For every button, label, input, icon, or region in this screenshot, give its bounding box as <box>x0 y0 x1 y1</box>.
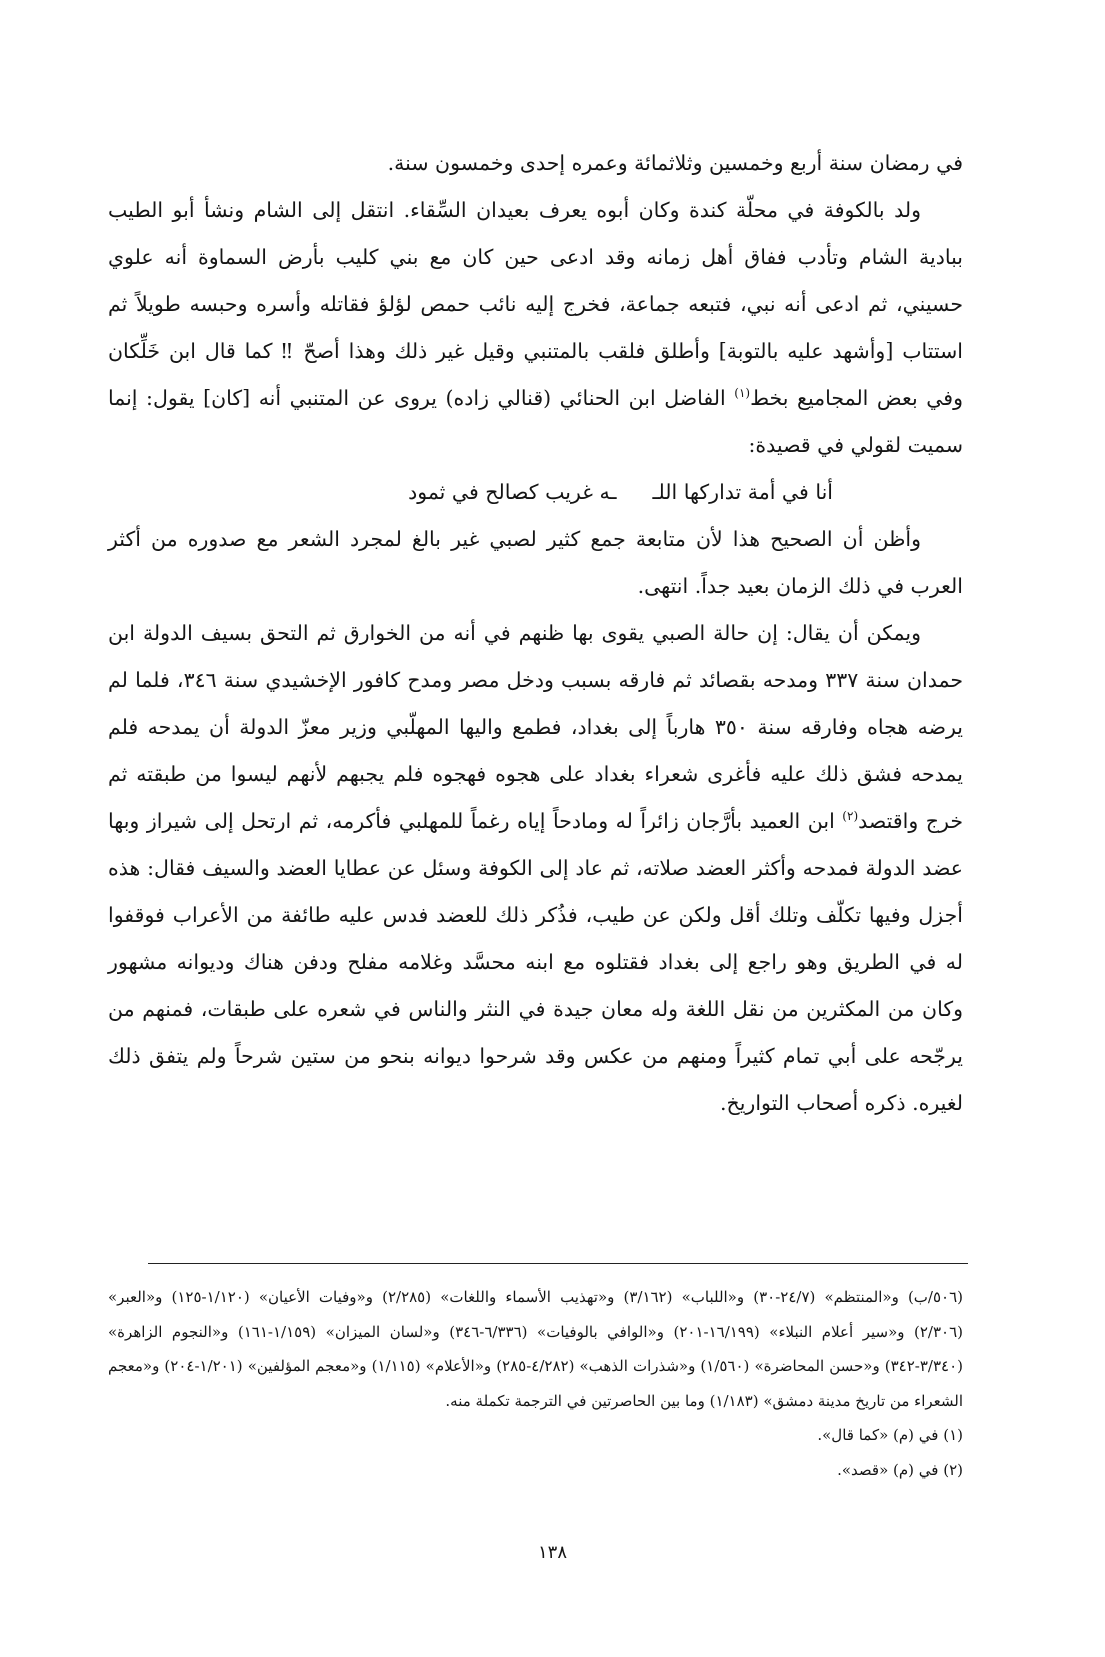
paragraph-4-text-end: ابن العميد بأرَّجان زائراً له ومادحاً إياه رغماً للمهلبي فأكرمه، ثم ارتحل إلى شيراز وبها عضد الدولة فمدحه وأكثر العضد صلاته، ثم عاد إلى الكوفة وسئل عن عطايا العضد والسيف فقال: هذه أجزل وفيها تكلّف وتلك أقل ولكن عن طيب، فذُكر ذلك للعضد فدس عليه طائفة من الأعراب فوقفوا له في الطريق وهو راجع إلى بغداد فقتلوه مع ابنه محسَّد وغلامه مفلح ودفن هناك وديوانه مشهور وكان من المكثرين من نقل اللغة وله معان جيدة في النثر والناس في شعره على طبقات، فمنهم من يرجّحه على أبي تمام كثيراً ومنهم من عكس وقد شرحوا ديوانه بنحو من ستين شرحاً ولم يتفق ذلك لغيره. ذكره أصحاب التواريخ. <box>108 809 963 1115</box>
verse-second-hemistich: ـه غريب كصالح في ثمود <box>408 480 617 504</box>
paragraph-4 <box>108 610 963 1127</box>
footnote-sources: (٥٠٦/ب) و«المنتظم» (٢٤/٧-٣٠) و«اللباب» (٣/١٦٢) و«تهذيب الأسماء واللغات» (٢/٢٨٥) و«وفيات الأعيان» (١/١٢٠-١٢٥) و«العبر» (٢/٣٠٦) و«سير أعلام النبلاء» (١٦/١٩٩-٢٠١) و«الوافي بالوفيات» (٦/٣٣٦-٣٤٦) و«لسان الميزان» (١/١٥٩-١٦١) و«النجوم الزاهرة» (٣/٣٤٠-٣٤٢) و«حسن المحاضرة» (١/٥٦٠) و«شذرات الذهب» (٤/٢٨٢-٢٨٥) و«الأعلام» (١/١١٥) و«معجم المؤلفين» (١/٢٠١-٢٠٤) و«معجم الشعراء من تاريخ مدينة دمشق» (١/١٨٣) وما بين الحاصرتين في الترجمة تكملة منه. <box>108 1288 964 1410</box>
paragraph-2-text-end: الفاضل ابن الحنائي (قنالي زاده) يروى عن المتنبي أنه [كان] يقول: إنما سميت لقولي في قصيدة: <box>108 386 963 457</box>
page-number: ١٣٨ <box>537 1542 567 1563</box>
footnote-ref-1[interactable]: (١) <box>734 386 751 401</box>
main-text <box>108 140 963 1127</box>
poetry-verse <box>108 469 963 516</box>
paragraph-2-text: ولد بالكوفة في محلّة كندة وكان أبوه يعرف بعيدان السِّقاء. انتقل إلى الشام ونشأ أبو الطيب ببادية الشام وتأدب ففاق أهل زمانه وقد ادعى حين كان مع بني كليب بأرض السماوة أنه علوي حسيني، ثم ادعى أنه نبي، فتبعه جماعة، فخرج إليه نائب حمص لؤلؤ فقاتله وأسره وحبسه طويلاً ثم استتاب [وأشهد عليه بالتوبة] وأطلق فلقب بالمتنبي وقيل غير ذلك وهذا أصحّ ‼ كما قال ابن خَلِّكان وفي بعض المجاميع بخط <box>108 198 963 410</box>
footnote-ref-2[interactable]: (٢) <box>842 809 859 824</box>
footnote-1: (١) في (م) «كما قال». <box>817 1426 963 1444</box>
paragraph-4-text: ويمكن أن يقال: إن حالة الصبي يقوى بها ظنهم في أنه من الخوارق ثم التحق بسيف الدولة ابن حمدان سنة ٣٣٧ ومدحه بقصائد ثم فارقه بسبب ودخل مصر ومدح كافور الإخشيدي سنة ٣٤٦، فلما لم يرضه هجاه وفارقه سنة ٣٥٠ هارباً إلى بغداد، فطمع واليها المهلّبي وزير معزّ الدولة أن يمدحه فلم يمدحه فشق ذلك عليه فأغرى شعراء بغداد على هجوه فهجوه فلم يجبهم لأنهم ليسوا من طبقته ثم خرج واقتصد <box>108 621 963 833</box>
footnote-separator <box>148 1263 968 1264</box>
paragraph-3: وأظن أن الصحيح هذا لأن متابعة جمع كثير لصبي غير بالغ لمجرد الشعر مع صدوره من أكثر العرب في ذلك الزمان بعيد جداً. انتهى. <box>108 527 963 598</box>
paragraph-1: في رمضان سنة أربع وخمسين وثلاثمائة وعمره إحدى وخمسون سنة. <box>387 151 963 175</box>
paragraph-2 <box>108 187 963 469</box>
footnotes <box>108 1280 963 1487</box>
footnote-2: (٢) في (م) «قصد». <box>837 1460 963 1479</box>
verse-first-hemistich: أنا في أمة تداركها اللـ <box>652 480 833 504</box>
